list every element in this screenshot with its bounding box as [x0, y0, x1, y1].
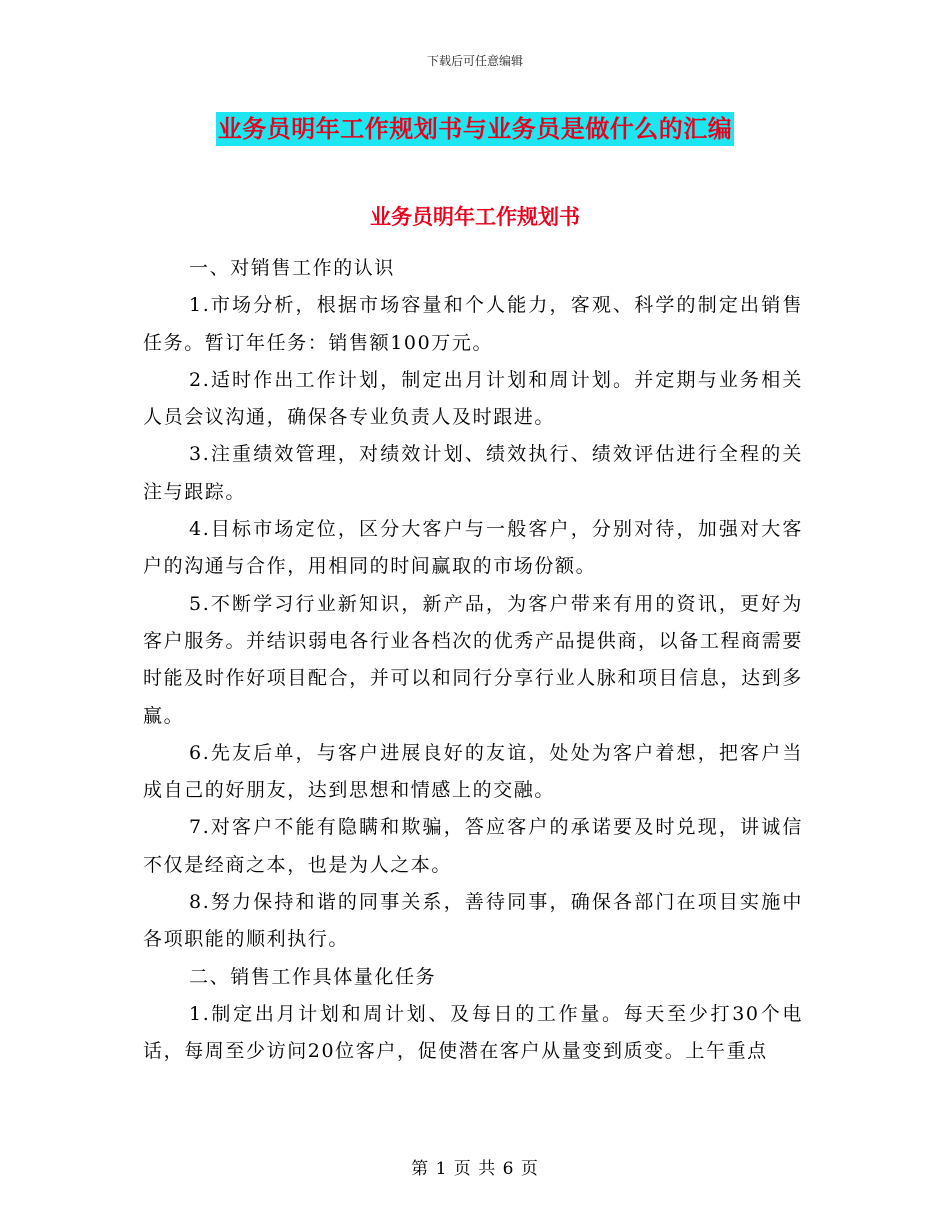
paragraph: 3.注重绩效管理，对绩效计划、绩效执行、绩效评估进行全程的关注与跟踪。: [143, 443, 803, 503]
header-note: 下载后可任意编辑: [426, 54, 523, 68]
page-footer: 第 1 页 共 6 页: [411, 1159, 539, 1179]
paragraph: 6.先友后单，与客户进展良好的友谊，处处为客户着想，把客户当成自己的好朋友，达到思想和情感上的交融。: [143, 741, 803, 802]
paragraph: 2.适时作出工作计划，制定出月计划和周计划。并定期与业务相关人员会议沟通，确保各专业负责人及时跟进。: [143, 368, 803, 429]
paragraph: 7.对客户不能有隐瞒和欺骗，答应客户的承诺要及时兑现，讲诚信不仅是经商之本，也是为人之本。: [143, 816, 803, 876]
heading-section-2: 二、销售工作具体量化任务: [189, 965, 437, 988]
paragraph: 4.目标市场定位，区分大客户与一般客户，分别对待，加强对大客户的沟通与合作，用相同的时间赢取的市场份额。: [143, 518, 803, 578]
main-title: 业务员明年工作规划书与业务员是做什么的汇编: [216, 112, 735, 146]
section-title: 业务员明年工作规划书: [370, 205, 580, 229]
paragraph: 5.不断学习行业新知识，新产品，为客户带来有用的资讯，更好为客户服务。并结识弱电各行业各档次的优秀产品提供商，以备工程商需要时能及时作好项目配合，并可以和同行分享行业人脉和项目信息，达到多赢。: [143, 592, 803, 727]
paragraph: 8.努力保持和谐的同事关系，善待同事，确保各部门在项目实施中各项职能的顺利执行。: [143, 891, 803, 951]
document-body: [143, 250, 803, 1071]
main-title-wrap: [0, 112, 950, 146]
paragraph: 1.制定出月计划和周计划、及每日的工作量。每天至少打30个电话，每周至少访问20位客户，促使潜在客户从量变到质变。上午重点: [143, 1002, 803, 1063]
heading-section-1: 一、对销售工作的认识: [189, 257, 396, 279]
paragraph: 1.市场分析，根据市场容量和个人能力，客观、科学的制定出销售任务。暂订年任务：销售额100万元。: [143, 294, 803, 354]
